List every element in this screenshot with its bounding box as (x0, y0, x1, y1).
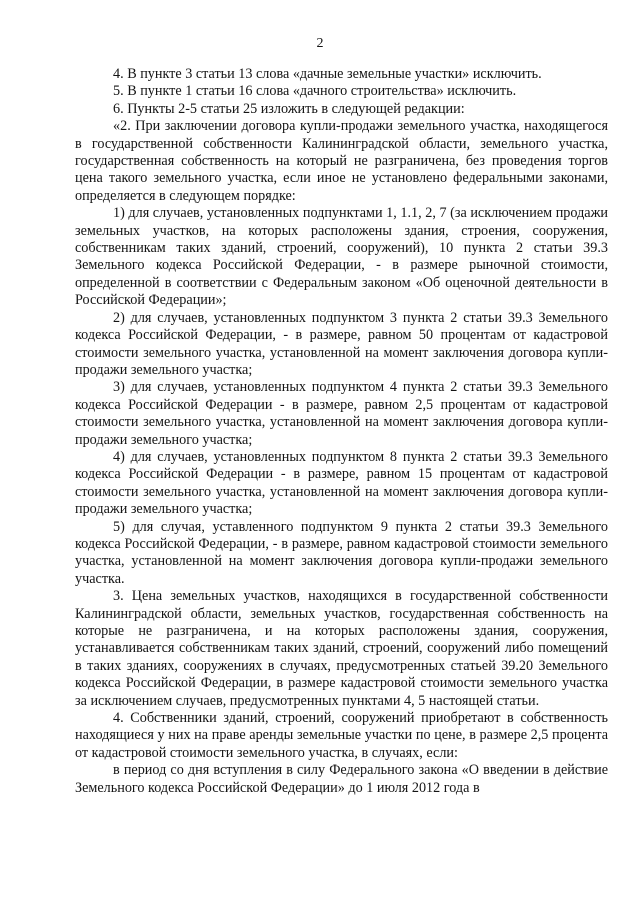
paragraph-subpoint-5: 5) для случая, уставленного подпунктом 9 пункта 2 статьи 39.3 Земельного кодекса Российской Федерации, - в размере, равном кадастровой стоимости земельного участка, установленной на момент заключения договора купли-продажи земельного участка. (75, 518, 608, 587)
paragraph-item-6: 6. Пункты 2-5 статьи 25 изложить в следующей редакции: (113, 100, 465, 117)
paragraph-subpoint-1: 1) для случаев, установленных подпунктами 1, 1.1, 2, 7 (за исключением продажи земельных участков, на которых расположены здания, строения, сооружения, собственникам таких зданий, строений, сооружений), 10 пункта 2 статьи 39.3 Земельного кодекса Российской Федерации, - в размере рыночной стоимости, определенной в соответствии с Федеральным законом «Об оценочной деятельности в Российской Федерации»; (75, 205, 608, 309)
paragraph-subpoint-3: 3) для случаев, установленных подпунктом 4 пункта 2 статьи 39.3 Земельного кодекса Российской Федерации - в размере, равном 2,5 процентам от кадастровой стоимости земельного участка, установленной на момент заключения договора купли-продажи земельного участка; (75, 379, 608, 448)
page-number: 2 (316, 36, 324, 51)
paragraph-item-4: 4. В пункте 3 статьи 13 слова «дачные земельные участки» исключить. (113, 66, 542, 82)
paragraph-condition: в период со дня вступления в силу Федерального закона «О введении в действие Земельного кодекса Российской Федерации» до 1 июля 2012 года в (75, 762, 608, 796)
paragraph-article-25-point-3: 3. Цена земельных участков, находящихся в государственной собственности Калининградской области, земельных участков, государственная собственность на которые не разграничена, и на которых расположены здания, сооружения, устанавливается собственникам таких зданий, строений, сооружений либо помещений в таких зданиях, сооружениях в случаях, предусмотренных статьей 39.20 Земельного кодекса Российской Федерации, в размере кадастровой стоимости земельного участка за исключением случаев, предусмотренных пунктами 4, 5 настоящей статьи. (75, 588, 608, 709)
paragraph-article-25-point-2: «2. При заключении договора купли-продажи земельного участка, находящегося в государственной собственности Калининградской области, земельного участка, государственная собственность на который не разграничена, без проведения торгов цена такого земельного участка, если иное не установлено федеральными законами, определяется в следующем порядке: (75, 118, 608, 204)
document-body (75, 66, 608, 797)
paragraph-subpoint-2: 2) для случаев, установленных подпунктом 3 пункта 2 статьи 39.3 Земельного кодекса Российской Федерации, - в размере, равном 50 процентам от кадастровой стоимости земельного участка, установленной на момент заключения договора купли-продажи земельного участка; (75, 309, 608, 378)
paragraph-article-25-point-4: 4. Собственники зданий, строений, сооружений приобретают в собственность находящиеся у них на праве аренды земельные участки по цене, в размере 2,5 процента от кадастровой стоимости земельного участка, в случаях, если: (75, 710, 608, 761)
paragraph-subpoint-4: 4) для случаев, установленных подпунктом 8 пункта 2 статьи 39.3 Земельного кодекса Российской Федерации - в размере, равном 15 процентам от кадастровой стоимости земельного участка, установленной на момент заключения договора купли-продажи земельного участка; (75, 448, 608, 518)
paragraph-item-5: 5. В пункте 1 статьи 16 слова «дачного строительства» исключить. (113, 83, 517, 100)
